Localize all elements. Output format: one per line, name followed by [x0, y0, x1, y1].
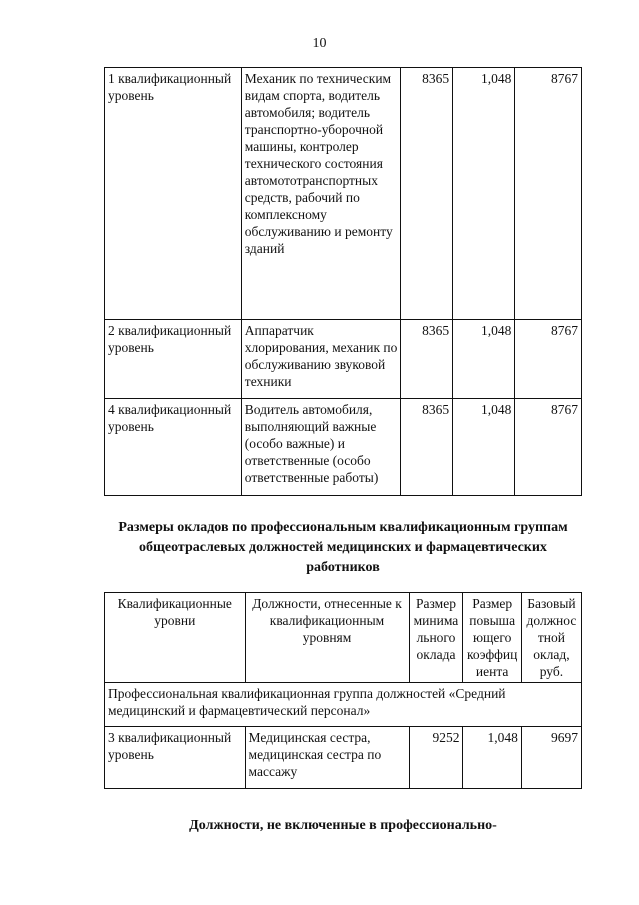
min-salary-cell: 8365	[401, 68, 453, 320]
base-salary-cell: 9697	[521, 727, 581, 789]
section-heading-medical: Размеры окладов по профессиональным квалификационным группам общеотраслевых должностей медицинских и фармацевтических работников	[118, 520, 568, 575]
table-header-row	[105, 593, 582, 683]
level-cell: 3 квалификационный уровень	[105, 727, 246, 789]
level-cell: 4 квалификационный уровень	[105, 399, 242, 496]
coefficient-cell: 1,048	[463, 727, 521, 789]
position-cell: Медицинская сестра, медицинская сестра по массажу	[245, 727, 409, 789]
min-salary-cell: 8365	[401, 320, 453, 399]
group-cell: Профессиональная квалификационная группа должностей «Средний медицинский и фармацевтический персонал»	[105, 683, 582, 727]
position-cell: Водитель автомобиля, выполняющий важные (особо важные) и ответственные (особо ответственные работы)	[241, 399, 401, 496]
salary-table-medical	[104, 592, 582, 789]
header-coefficient: Размер повыша ющего коэффиц иента	[463, 593, 521, 683]
page-number: 10	[312, 36, 327, 51]
min-salary-cell: 9252	[409, 727, 463, 789]
level-cell: 1 квалификационный уровень	[105, 68, 242, 320]
salary-table-general	[104, 67, 582, 496]
header-level: Квалификационные уровни	[105, 593, 246, 683]
min-salary-cell: 8365	[401, 399, 453, 496]
section-heading-other: Должности, не включенные в профессионально-	[189, 818, 497, 833]
header-base-salary: Базовый должнос тной оклад, руб.	[521, 593, 581, 683]
base-salary-cell: 8767	[515, 68, 582, 320]
coefficient-cell: 1,048	[453, 68, 515, 320]
level-cell: 2 квалификационный уровень	[105, 320, 242, 399]
table-row	[105, 399, 582, 496]
base-salary-cell: 8767	[515, 320, 582, 399]
base-salary-cell: 8767	[515, 399, 582, 496]
header-position: Должности, отнесенные к квалификационным уровням	[245, 593, 409, 683]
table-row	[105, 320, 582, 399]
position-cell: Механик по техническим видам спорта, водитель автомобиля; водитель транспортно-уборочной машины, контролер технического состояния автомототранспортных средств, рабочий по комплексному обслуживанию и ремонту зданий	[241, 68, 401, 320]
header-min-salary: Размер минима льного оклада	[409, 593, 463, 683]
coefficient-cell: 1,048	[453, 399, 515, 496]
table-row	[105, 68, 582, 320]
coefficient-cell: 1,048	[453, 320, 515, 399]
group-row	[105, 683, 582, 727]
position-cell: Аппаратчик хлорирования, механик по обслуживанию звуковой техники	[241, 320, 401, 399]
table-row	[105, 727, 582, 789]
